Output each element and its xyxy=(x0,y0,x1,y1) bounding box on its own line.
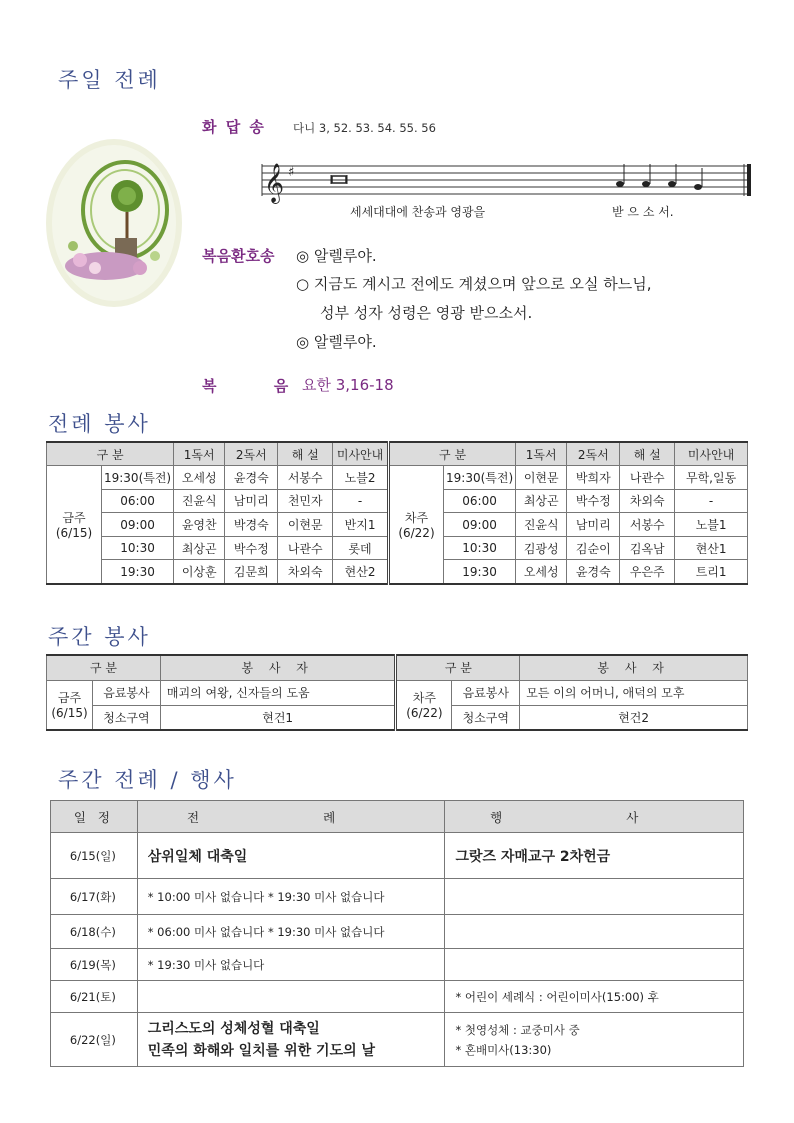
schedule-liturgy xyxy=(137,1013,445,1067)
table-row xyxy=(47,680,748,705)
svg-text:𝄞: 𝄞 xyxy=(264,163,285,203)
mass-time: 19:30(특전) xyxy=(101,466,173,490)
cell: 진윤식 xyxy=(174,489,225,513)
cell: 남미리 xyxy=(567,513,620,537)
liturgy-service-title: 전례 봉사 xyxy=(48,412,151,436)
header-category: 구 분 xyxy=(396,655,520,680)
weekly-service-table xyxy=(46,654,748,731)
cell: 진윤식 xyxy=(516,513,567,537)
cell: 최상곤 xyxy=(174,536,225,560)
cell: 서봉수 xyxy=(278,466,333,490)
service-type: 청소구역 xyxy=(452,705,520,730)
gospel-reference: 요한 3,16-18 xyxy=(302,376,394,394)
gospel-label: 복 음 xyxy=(202,377,315,395)
cell: 박경숙 xyxy=(225,513,278,537)
schedule-date: 6/21(토) xyxy=(51,981,138,1013)
cell: 반지1 xyxy=(333,513,389,537)
schedule-date: 6/18(수) xyxy=(51,915,138,949)
schedule-date: 6/22(일) xyxy=(51,1013,138,1067)
schedule-liturgy: * 06:00 미사 없습니다 * 19:30 미사 없습니다 xyxy=(137,915,445,949)
cell: 윤경숙 xyxy=(567,560,620,584)
weekly-schedule-table xyxy=(50,800,744,1067)
cell: 롯데 xyxy=(333,536,389,560)
week-cell: 차주 (6/22) xyxy=(396,680,452,730)
cell: 나관수 xyxy=(278,536,333,560)
responsorial-reference: 다니 3, 52. 53. 54. 55. 56 xyxy=(293,121,436,135)
schedule-date: 6/15(일) xyxy=(51,833,138,879)
header-volunteers: 봉 사 자 xyxy=(160,655,396,680)
acclamation-line-3: 성부 성자 성령은 영광 받으소서. xyxy=(320,304,533,322)
header-category: 구 분 xyxy=(47,655,161,680)
cell: 현산1 xyxy=(675,536,748,560)
table-header-row xyxy=(47,442,748,466)
cell: 현건2 xyxy=(520,705,748,730)
cell: 모든 이의 어머니, 애덕의 모후 xyxy=(520,680,748,705)
service-type: 청소구역 xyxy=(92,705,160,730)
cell: 노블1 xyxy=(675,513,748,537)
cell: 이현문 xyxy=(516,466,567,490)
liturgy-service-table xyxy=(46,441,748,585)
header-category: 구 분 xyxy=(47,442,174,466)
table-row xyxy=(51,833,744,879)
table-row xyxy=(51,879,744,915)
mass-time: 09:00 xyxy=(101,513,173,537)
music-staff xyxy=(260,160,752,224)
mass-time: 19:30(특전) xyxy=(444,466,516,490)
cell: 이현문 xyxy=(278,513,333,537)
service-type: 음료봉사 xyxy=(92,680,160,705)
header-reading2: 2독서 xyxy=(567,442,620,466)
header-date: 일 정 xyxy=(51,801,138,833)
schedule-liturgy: 삼위일체 대축일 xyxy=(137,833,445,879)
schedule-liturgy: * 10:00 미사 없습니다 * 19:30 미사 없습니다 xyxy=(137,879,445,915)
cell: 트리1 xyxy=(675,560,748,584)
header-category: 구 분 xyxy=(388,442,515,466)
header-reading2: 2독서 xyxy=(225,442,278,466)
week-cell: 금주 (6/15) xyxy=(47,466,102,584)
schedule-event-line: * 첫영성체 : 교중미사 중 xyxy=(455,1022,580,1037)
header-volunteers: 봉 사 자 xyxy=(520,655,748,680)
schedule-date: 6/17(화) xyxy=(51,879,138,915)
cell: 오세성 xyxy=(516,560,567,584)
mass-time: 19:30 xyxy=(101,560,173,584)
cell: 김광성 xyxy=(516,536,567,560)
mass-time: 10:30 xyxy=(101,536,173,560)
acclamation-line-1: ◎ 알렐루야. xyxy=(296,247,377,265)
weekly-service-title: 주간 봉사 xyxy=(48,625,151,649)
schedule-event xyxy=(445,1013,744,1067)
header-reading1: 1독서 xyxy=(174,442,225,466)
header-commentary: 해 설 xyxy=(278,442,333,466)
schedule-event xyxy=(445,879,744,915)
cell: 매괴의 여왕, 신자들의 도움 xyxy=(160,680,396,705)
schedule-liturgy-line: 그리스도의 성체성혈 대축일 xyxy=(147,1020,320,1037)
mass-time: 10:30 xyxy=(444,536,516,560)
mass-time: 06:00 xyxy=(101,489,173,513)
cell: 최상곤 xyxy=(516,489,567,513)
header-events: 행 사 xyxy=(445,801,744,833)
week-cell: 금주 (6/15) xyxy=(47,680,93,730)
table-row xyxy=(51,1013,744,1067)
cell: 김옥남 xyxy=(620,536,675,560)
header-commentary: 해 설 xyxy=(620,442,675,466)
table-header-row xyxy=(51,801,744,833)
cell: 현건1 xyxy=(160,705,396,730)
cell: 박희자 xyxy=(567,466,620,490)
cell: 노블2 xyxy=(333,466,389,490)
cell: 이상훈 xyxy=(174,560,225,584)
header-liturgy: 전 례 xyxy=(137,801,445,833)
table-header-row xyxy=(47,655,748,680)
cell: 차외숙 xyxy=(278,560,333,584)
mass-time: 09:00 xyxy=(444,513,516,537)
mass-time: 06:00 xyxy=(444,489,516,513)
gospel-acclamation-label: 복음환호송 xyxy=(202,247,275,265)
cell: 박수정 xyxy=(225,536,278,560)
wreath-image xyxy=(45,138,183,308)
cell: 김문희 xyxy=(225,560,278,584)
cell: - xyxy=(333,489,389,513)
cell: 윤영찬 xyxy=(174,513,225,537)
cell: 우은주 xyxy=(620,560,675,584)
service-type: 음료봉사 xyxy=(452,680,520,705)
acclamation-line-4: ◎ 알렐루야. xyxy=(296,333,377,351)
cell: 박수정 xyxy=(567,489,620,513)
week-cell: 차주 (6/22) xyxy=(388,466,443,584)
responsorial-label: 화 답 송 xyxy=(202,118,266,136)
cell: 나관수 xyxy=(620,466,675,490)
table-row xyxy=(51,981,744,1013)
table-row xyxy=(47,466,748,490)
table-row xyxy=(51,915,744,949)
chant-text-left: 세세대대에 찬송과 영광을 xyxy=(350,205,486,219)
svg-text:♯: ♯ xyxy=(288,165,295,180)
schedule-event-line: * 혼배미사(13:30) xyxy=(455,1042,552,1057)
header-reading1: 1독서 xyxy=(516,442,567,466)
schedule-liturgy xyxy=(137,981,445,1013)
schedule-date: 6/19(목) xyxy=(51,949,138,981)
cell: 서봉수 xyxy=(620,513,675,537)
cell: 남미리 xyxy=(225,489,278,513)
mass-time: 19:30 xyxy=(444,560,516,584)
cell: 차외숙 xyxy=(620,489,675,513)
acclamation-line-2: ○ 지금도 계시고 전에도 계셨으며 앞으로 오실 하느님, xyxy=(296,275,652,293)
header-usher: 미사안내 xyxy=(675,442,748,466)
schedule-liturgy-line: 민족의 화해와 일치를 위한 기도의 날 xyxy=(147,1042,376,1059)
header-usher: 미사안내 xyxy=(333,442,389,466)
schedule-event xyxy=(445,915,744,949)
cell: 무학,일동 xyxy=(675,466,748,490)
schedule-event xyxy=(445,949,744,981)
table-row xyxy=(51,949,744,981)
cell: 윤경숙 xyxy=(225,466,278,490)
schedule-event: 그랏즈 자매교구 2차헌금 xyxy=(445,833,744,879)
cell: 김순이 xyxy=(567,536,620,560)
schedule-event: * 어린이 세례식 : 어린이미사(15:00) 후 xyxy=(445,981,744,1013)
chant-text-right: 받 으 소 서. xyxy=(612,205,674,219)
cell: 현산2 xyxy=(333,560,389,584)
sunday-liturgy-title: 주일 전례 xyxy=(58,68,161,92)
weekly-schedule-title: 주간 전례 / 행사 xyxy=(58,768,237,792)
cell: 오세성 xyxy=(174,466,225,490)
schedule-liturgy: * 19:30 미사 없습니다 xyxy=(137,949,445,981)
cell: 천민자 xyxy=(278,489,333,513)
cell: - xyxy=(675,489,748,513)
